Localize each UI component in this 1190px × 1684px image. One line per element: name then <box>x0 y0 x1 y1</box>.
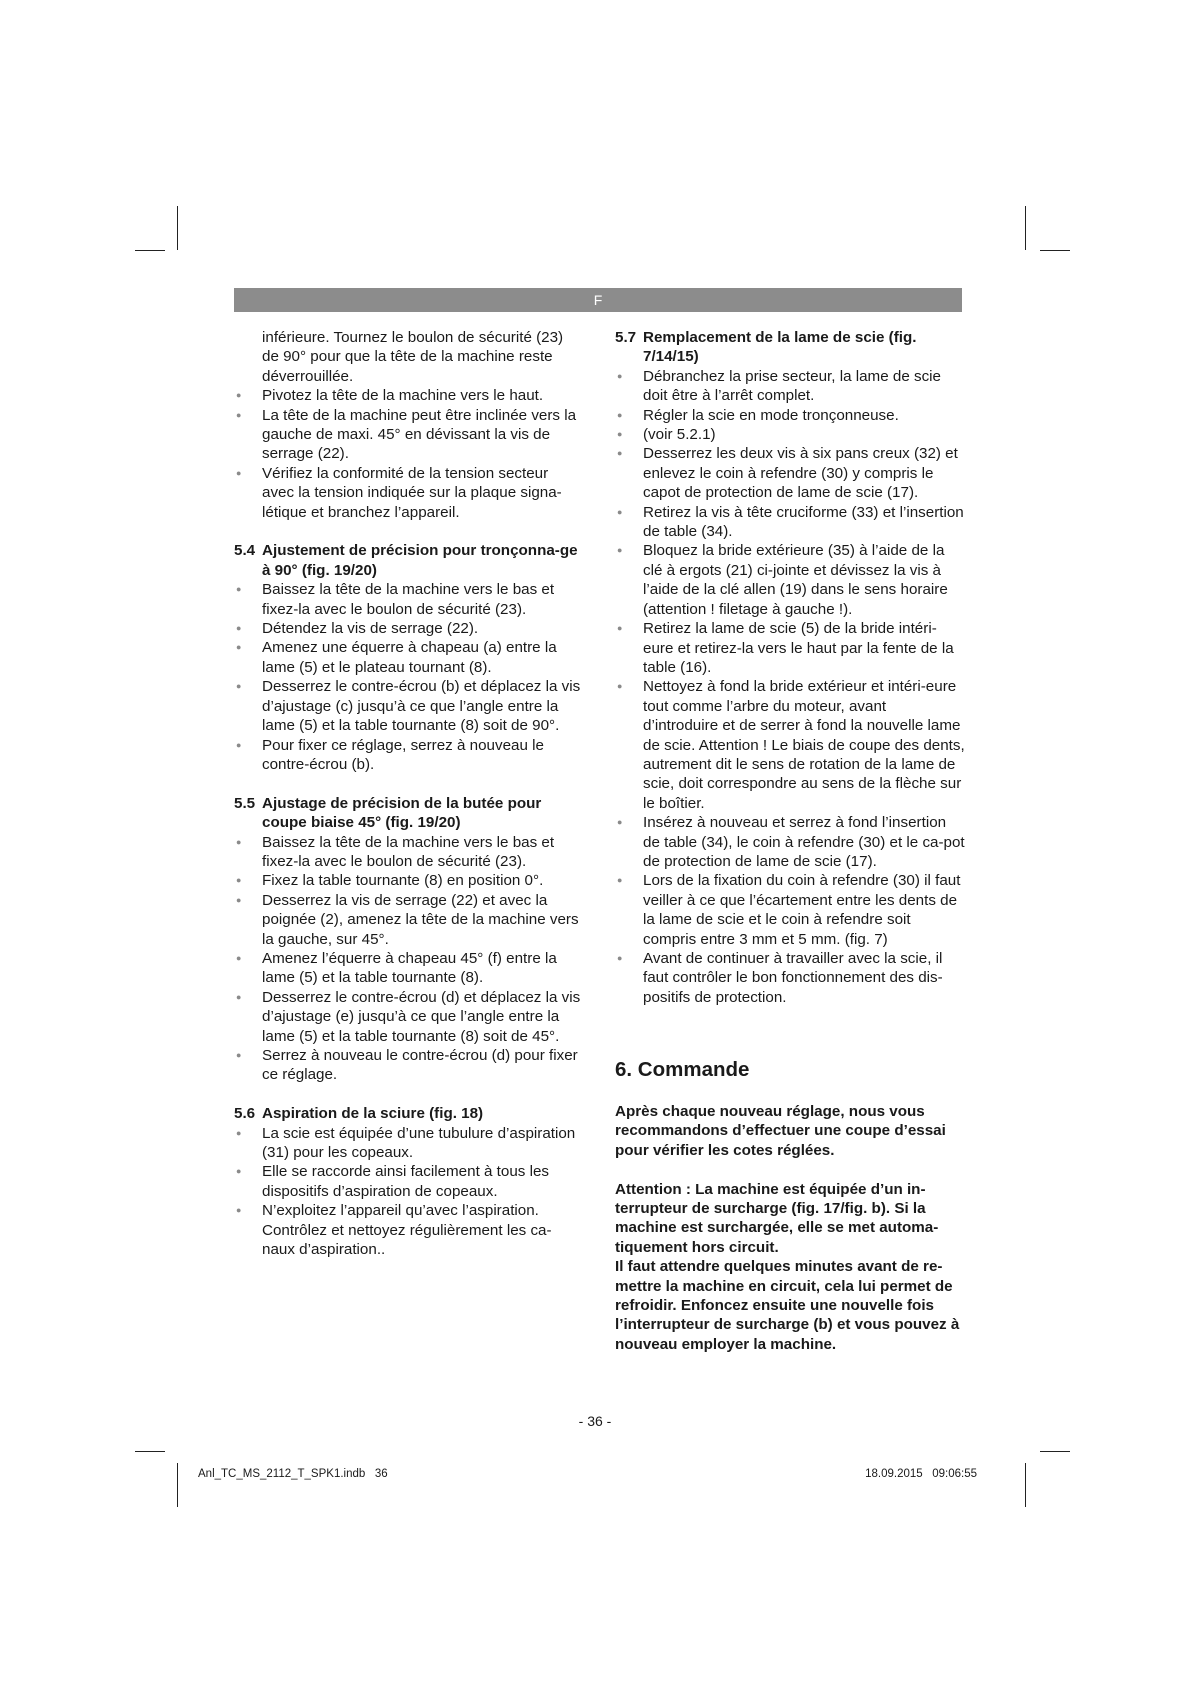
left-column <box>234 328 584 1259</box>
page-number: - 36 - <box>578 1413 612 1429</box>
list-item: ● N’exploitez l’appareil qu’avec l’aspiration. Contrôlez et nettoyez régulièrement les ca-naux d’aspiration.. <box>234 1201 584 1259</box>
section-heading-5-7 <box>615 328 965 367</box>
language-tab: F <box>234 288 962 312</box>
list-item: ● Desserrez les deux vis à six pans creux (32) et enlevez le coin à refendre (30) y compris le capot de protection de lame de scie (17). <box>615 444 965 502</box>
list-item: ● Bloquez la bride extérieure (35) à l’aide de la clé à ergots (21) ci-jointe et dévissez la vis à l’aide de la clé allen (19) dans le sens horaire (attention ! filetage à gauche !). <box>615 541 965 619</box>
right-column <box>615 328 965 1354</box>
list-item: ● Retirez la lame de scie (5) de la bride intéri-eure et retirez-la vers le haut par la fente de la table (16). <box>615 619 965 677</box>
section-number: 5.6 <box>234 1105 256 1123</box>
list-item: ● Débranchez la prise secteur, la lame de scie doit être à l’arrêt complet. <box>615 367 965 406</box>
section-number: 5.5 <box>234 794 256 812</box>
list-item: ● Régler la scie en mode tronçonneuse. <box>615 406 965 425</box>
crop-mark <box>1040 1451 1070 1452</box>
list-item: ● La scie est équipée d’une tubulure d’aspiration (31) pour les copeaux. <box>234 1124 584 1163</box>
attention-note: Attention : La machine est équipée d’un in-terrupteur de surcharge (fig. 17/fig. b). Si la machine est surchargée, elle se met automa-tiquement hors circuit. <box>615 1180 939 1256</box>
list-item: ● Amenez l’équerre à chapeau 45° (f) entre la lame (5) et la table tournante (8). <box>234 949 584 988</box>
footer-filename: Anl_TC_MS_2112_T_SPK1.indb 36 <box>198 1468 388 1480</box>
section-heading-5-5 <box>234 794 584 833</box>
section-number: 5.4 <box>234 542 256 560</box>
section-heading-5-4 <box>234 541 584 580</box>
list-item: ● Elle se raccorde ainsi facilement à tous les dispositifs d’aspiration de copeaux. <box>234 1162 584 1201</box>
section-5-7-list <box>615 367 965 1007</box>
intro-text: inférieure. Tournez le boulon de sécurité (23) de 90° pour que la tête de la machine reste déverrouillée. <box>262 329 564 385</box>
section-5-6-list <box>234 1124 584 1260</box>
list-item: ● Desserrez la vis de serrage (22) et avec la poignée (2), amenez la tête de la machine vers la gauche, sur 45°. <box>234 891 584 949</box>
footer-timestamp: 18.09.2015 09:06:55 <box>865 1468 977 1480</box>
list-item: ● Fixez la table tournante (8) en position 0°. <box>234 871 584 890</box>
list-item: ● Insérez à nouveau et serrez à fond l’insertion de table (34), le coin à refendre (30) et le ca-pot de protection de lame de scie (17). <box>615 813 965 871</box>
crop-mark <box>1025 206 1026 250</box>
list-item: ● Pour fixer ce réglage, serrez à nouveau le contre-écrou (b). <box>234 736 584 775</box>
list-item: ● Desserrez le contre-écrou (b) et déplacez la vis d’ajustage (c) jusqu’à ce que l’angle entre la lame (5) et la table tournante (8) soit de 90°. <box>234 677 584 735</box>
crop-mark <box>177 206 178 250</box>
list-item: ● (voir 5.2.1) <box>615 425 965 444</box>
list-item: ● Nettoyez à fond la bride extérieur et intéri-eure tout comme l’arbre du moteur, avant d’introduire et de serrer à fond la nouvelle lame de scie. Attention ! Le biais de coupe des dents, autrement dit le sens de rotation de la lame de scie, doit correspondre au sens de la flèche sur le boîtier. <box>615 677 965 813</box>
section-5-4-list <box>234 580 584 774</box>
list-item: ● Pivotez la tête de la machine vers le haut. <box>234 386 584 405</box>
intro-note: Après chaque nouveau réglage, nous vous recommandons d’effectuer une coupe d’essai pour vérifier les cotes réglées. <box>615 1103 946 1159</box>
list-item: ● Baissez la tête de la machine vers le bas et fixez-la avec le boulon de sécurité (23). <box>234 580 584 619</box>
crop-mark <box>135 1451 165 1452</box>
crop-mark <box>1025 1463 1026 1507</box>
section-heading-5-6 <box>234 1104 584 1123</box>
crop-mark <box>177 1463 178 1507</box>
list-item: ● Desserrez le contre-écrou (d) et déplacez la vis d’ajustage (e) jusqu’à ce que l’angle entre la lame (5) et la table tournante (8) soit de 45°. <box>234 988 584 1046</box>
list-item: ● Avant de continuer à travailler avec la scie, il faut contrôler le bon fonctionnement des dis-positifs de protection. <box>615 949 965 1007</box>
section-number: 5.7 <box>615 329 637 346</box>
list-item: ● Serrez à nouveau le contre-écrou (d) pour fixer ce réglage. <box>234 1046 584 1085</box>
crop-mark <box>135 250 165 251</box>
list-item: ● Amenez une équerre à chapeau (a) entre la lame (5) et le plateau tournant (8). <box>234 638 584 677</box>
list-item: ● Vérifiez la conformité de la tension secteur avec la tension indiquée sur la plaque signa-létique et branchez l’appareil. <box>234 464 584 522</box>
section-title: Ajustement de précision pour tronçonna-ge à 90° (fig. 19/20) <box>262 542 578 579</box>
chapter-title: 6. Commande <box>615 1058 750 1081</box>
section-5-5-list <box>234 833 584 1085</box>
section-title: Aspiration de la sciure (fig. 18) <box>262 1105 484 1123</box>
list-item: ● Détendez la vis de serrage (22). <box>234 619 584 638</box>
list-item: ● Baissez la tête de la machine vers le bas et fixez-la avec le boulon de sécurité (23). <box>234 833 584 872</box>
restart-note: Il faut attendre quelques minutes avant de re-mettre la machine en circuit, cela lui permet de refroidir. Enfoncez ensuite une nouvelle fois l’interrupteur de surcharge (b) et vous pouvez à nouveau employer la machine. <box>615 1258 960 1353</box>
crop-mark <box>1040 250 1070 251</box>
section-title: Ajustage de précision de la butée pour coupe biaise 45° (fig. 19/20) <box>262 794 542 832</box>
section-title: Remplacement de la lame de scie (fig. 7/14/15) <box>643 329 917 366</box>
list-item: ● Lors de la fixation du coin à refendre (30) il faut veiller à ce que l’écartement entre les dents de la lame de scie et le coin à refendre soit compris entre 3 mm et 5 mm. (fig. 7) <box>615 871 965 949</box>
list-item: ● Retirez la vis à tête cruciforme (33) et l’insertion de table (34). <box>615 503 965 542</box>
intro-bullet-list <box>234 386 584 522</box>
list-item: ● La tête de la machine peut être inclinée vers la gauche de maxi. 45° en dévissant la vis de serrage (22). <box>234 406 584 464</box>
